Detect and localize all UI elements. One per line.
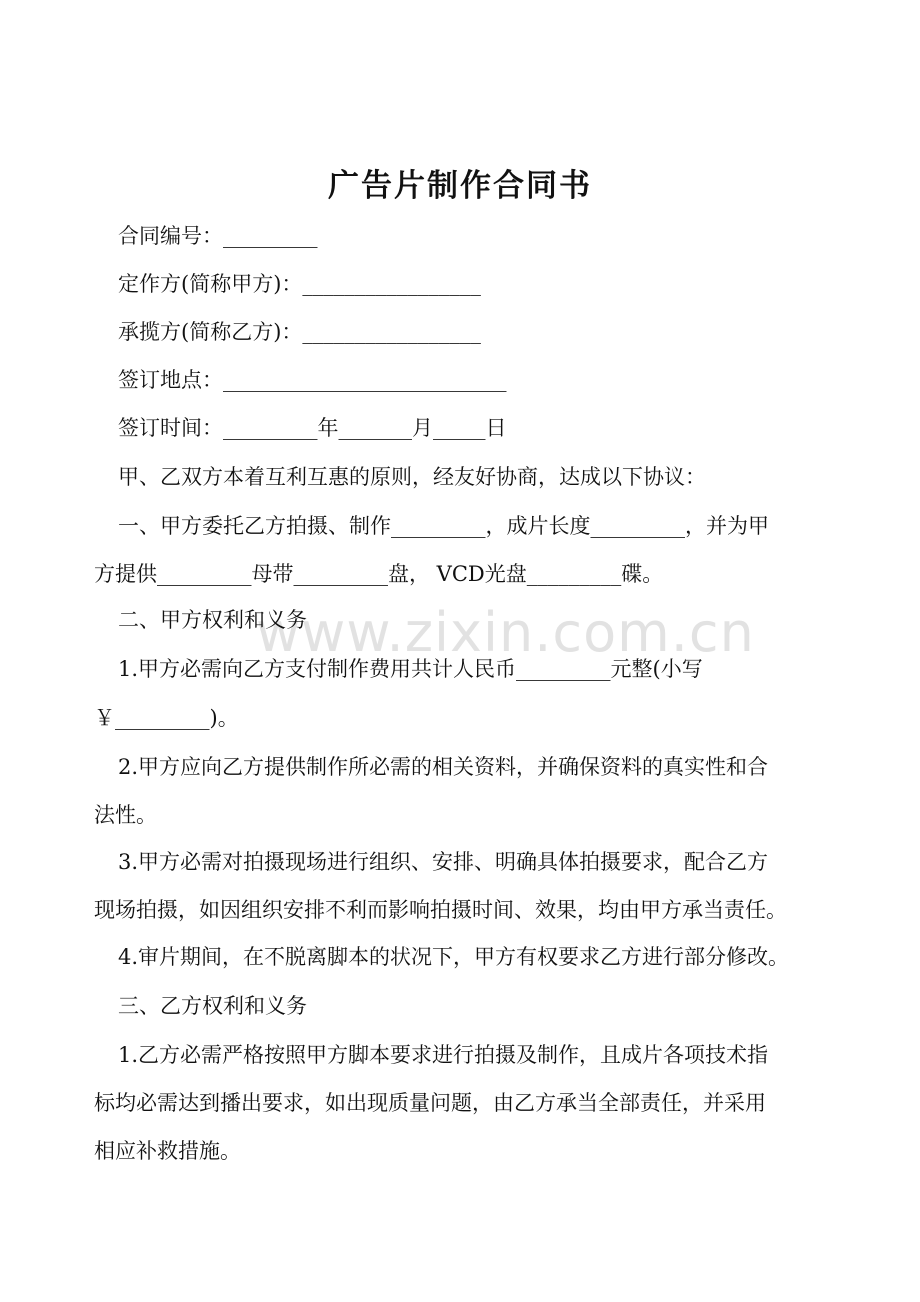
clause-3-1-line-2: 标均必需达到播出要求，如出现质量问题，由乙方承当全部责任，并采用 (94, 1091, 766, 1115)
clause-2-2-line-1: 2.甲方应向乙方提供制作所必需的相关资料，并确保资料的真实性和合 (118, 755, 769, 779)
clause-2-3-line-2: 现场拍摄，如因组织安排不利而影响拍摄时间、效果，均由甲方承当责任。 (94, 898, 787, 922)
clause-3-1-line-1: 1.乙方必需严格按照甲方脚本要求进行拍摄及制作，且成片各项技术指 (118, 1043, 769, 1067)
clause-1-line-2: 方提供_________母带_________盘， VCD光盘_________碟。 (94, 562, 664, 586)
clause-2-2-line-2: 法性。 (94, 803, 157, 827)
section-3-heading: 三、乙方权利和义务 (118, 994, 307, 1018)
section-2-heading: 二、甲方权利和义务 (118, 608, 307, 632)
party-b-line: 承揽方(简称乙方)：_________________ (118, 320, 481, 344)
clause-2-1-line-1: 1.甲方必需向乙方支付制作费用共计人民币_________元整(小写 (118, 657, 703, 681)
agreement-intro: 甲、乙双方本着互利互惠的原则，经友好协商，达成以下协议： (118, 465, 706, 489)
clause-2-3-line-1: 3.甲方必需对拍摄现场进行组织、安排、明确具体拍摄要求，配合乙方 (118, 850, 769, 874)
watermark: www.zixin.com.cn (256, 601, 755, 664)
clause-2-1-line-2: ￥_________)。 (94, 706, 239, 730)
clause-1-line-1: 一、甲方委托乙方拍摄、制作_________，成片长度_________，并为甲 (118, 514, 769, 538)
party-a-line: 定作方(简称甲方)：_________________ (118, 272, 481, 296)
clause-3-1-line-3: 相应补救措施。 (94, 1139, 241, 1163)
document-title: 广告片制作合同书 (328, 168, 592, 204)
signing-date-line: 签订时间：_________年_______月_____日 (118, 416, 507, 440)
signing-place-line: 签订地点：___________________________ (118, 368, 507, 392)
contract-number-line: 合同编号：_________ (118, 224, 318, 248)
clause-2-4-line: 4.审片期间，在不脱离脚本的状况下，甲方有权要求乙方进行部分修改。 (118, 945, 790, 969)
